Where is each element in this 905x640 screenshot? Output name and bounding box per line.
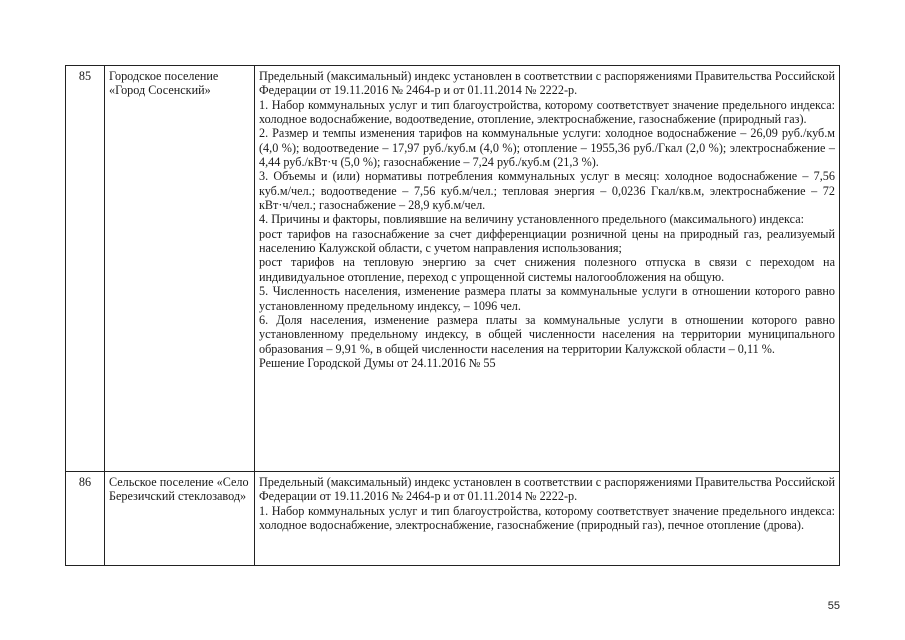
municipal-index-table	[65, 65, 840, 566]
paragraph: Предельный (максимальный) индекс установлен в соответствии с распоряжениями Правительства Российской Федерации от 19.11.2016 № 2464-р и от 01.11.2014 № 2222-р.	[259, 69, 835, 98]
paragraph: рост тарифов на газоснабжение за счет дифференциации розничной цены на природный газ, реализуемый населению Калужской области, с учетом направления использования;	[259, 226, 835, 256]
table-row	[66, 472, 840, 566]
row-number: 85	[66, 66, 105, 472]
paragraph: рост тарифов на тепловую энергию за счет снижения полезного отпуска в связи с переходом на индивидуальное отопление, переход с упрощенной системы налогообложения на общую.	[259, 255, 835, 284]
paragraph: 4. Причины и факторы, повлиявшие на величину установленного предельного (максимального) индекса:	[259, 212, 805, 227]
index-description	[255, 66, 840, 472]
paragraph: 1. Набор коммунальных услуг и тип благоустройства, которому соответствует значение предельного индекса: холодное водоснабжение, электроснабжение, газоснабжение (природный газ), печное отопление (дрова).	[259, 503, 835, 533]
row-number: 86	[66, 472, 105, 566]
paragraph: 3. Объемы и (или) нормативы потребления коммунальных услуг в месяц: холодное водоснабжение – 7,56 куб.м/чел.; водоотведение – 7,56 куб.м/чел.; тепловая энергия – 0,0236 Гкал/кв.м, электроснабжение – 72 кВт·ч/чел.; газоснабжение – 28,9 куб.м/чел.	[259, 169, 835, 213]
paragraph: Предельный (максимальный) индекс установлен в соответствии с распоряжениями Правительства Российской Федерации от 19.11.2016 № 2464-р и от 01.11.2014 № 2222-р.	[259, 475, 835, 504]
table-row	[66, 66, 840, 472]
decision-reference: Решение Городской Думы от 24.11.2016 № 55	[259, 355, 496, 370]
paragraph: 2. Размер и темпы изменения тарифов на коммунальные услуги: холодное водоснабжение – 26,09 руб./куб.м (4,0 %); водоотведение – 17,97 руб./куб.м (4,0 %); отопление – 1955,36 руб./Гкал (2,0 %); электроснабжение – 4,44 руб./кВт·ч (5,0 %); газоснабжение – 7,24 руб./куб.м (21,3 %).	[259, 126, 835, 170]
settlement-name: Сельское поселение «Село Березичский стеклозавод»	[105, 472, 255, 566]
index-description	[255, 472, 840, 566]
page-number: 55	[827, 600, 840, 612]
paragraph: 5. Численность населения, изменение размера платы за коммунальные услуги в отношении которого равно установленному предельному индексу, – 1096 чел.	[259, 284, 835, 313]
settlement-name: Городское поселение «Город Сосенский»	[105, 66, 255, 472]
paragraph: 1. Набор коммунальных услуг и тип благоустройства, которому соответствует значение предельного индекса: холодное водоснабжение, водоотведение, отопление, электроснабжение, газоснабжение (природный газ).	[259, 97, 835, 127]
paragraph: 6. Доля населения, изменение размера платы за коммунальные услуги в отношении которого равно установленному предельному индексу, в общей численности населения на территории муниципального образования – 9,91 %, в общей численности населения на территории Калужской области – 0,11 %.	[259, 312, 835, 356]
